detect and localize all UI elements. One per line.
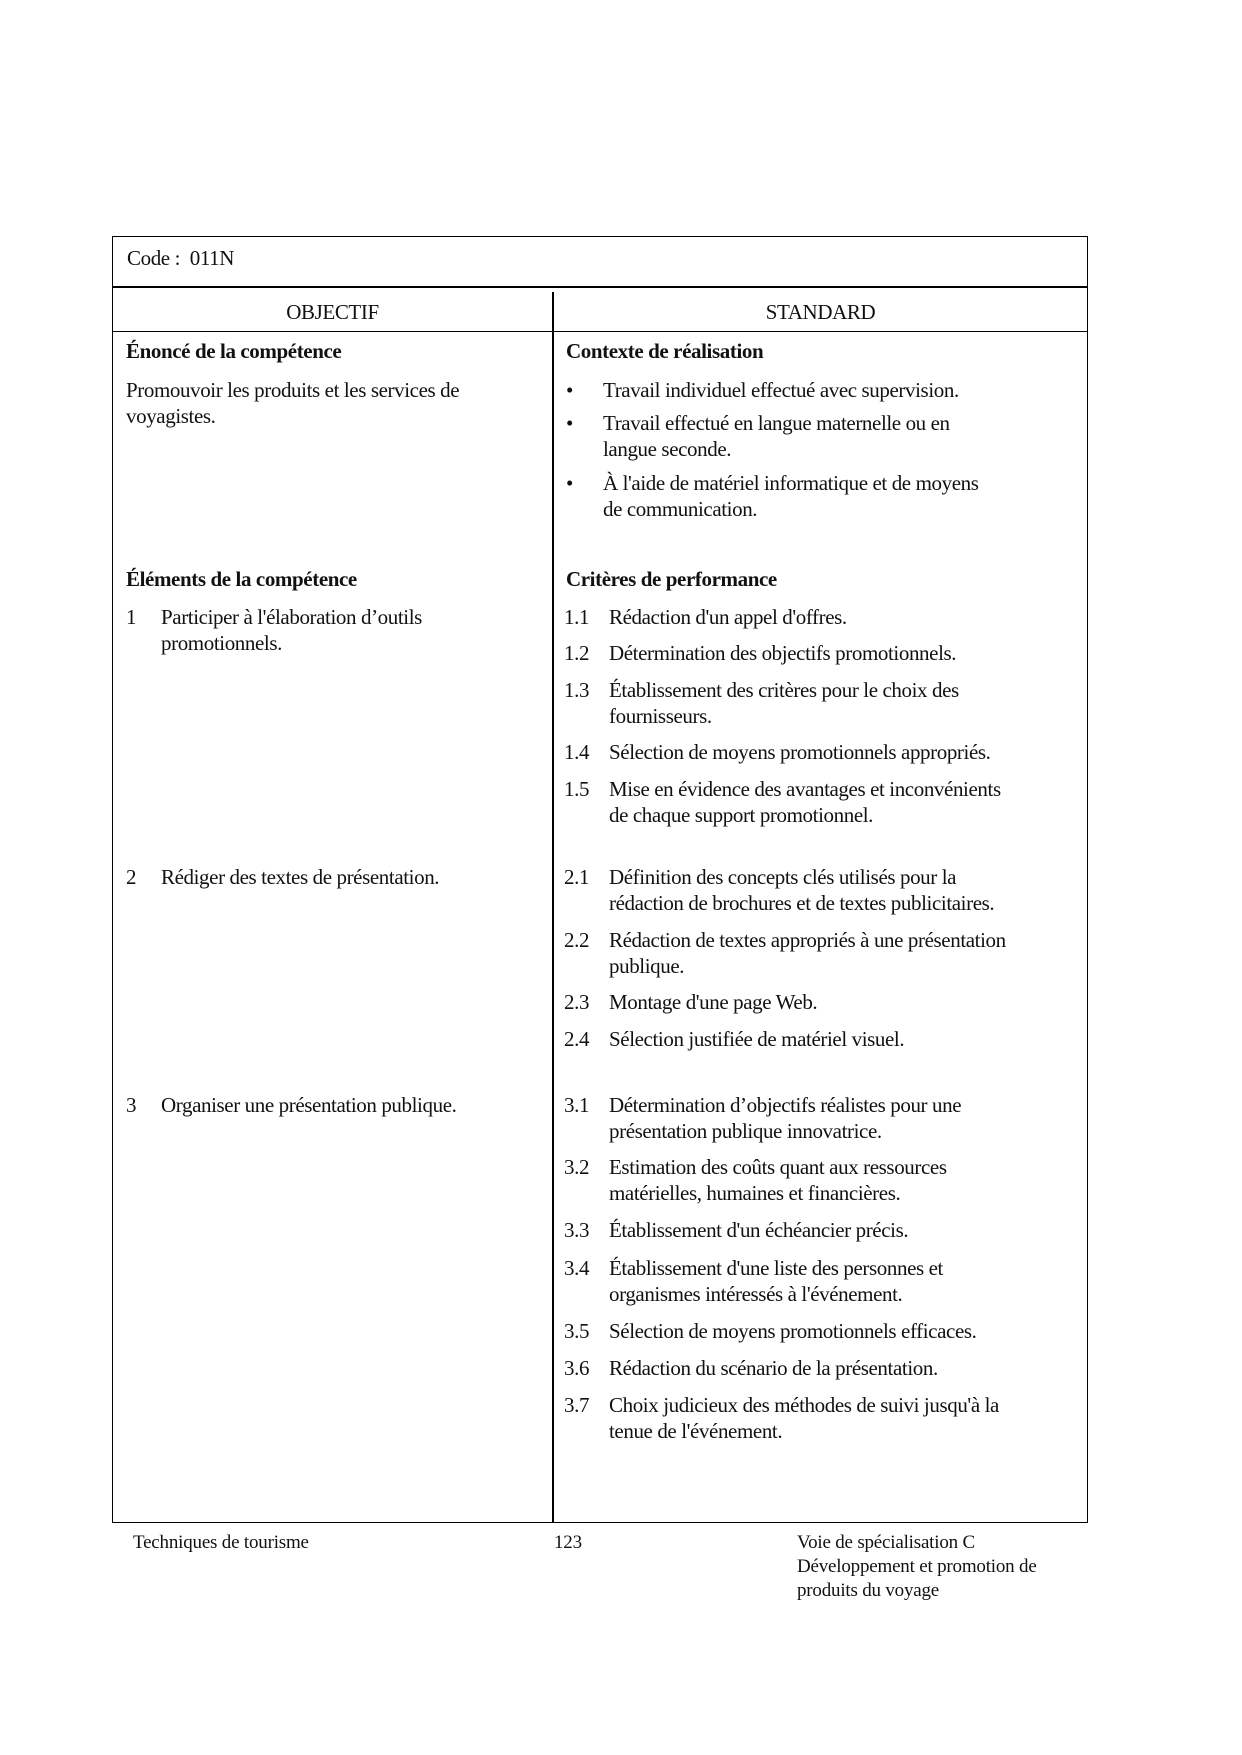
critere-number: 3.5 xyxy=(564,1319,590,1343)
critere-number: 3.1 xyxy=(564,1093,590,1117)
critere-text-line: tenue de l'événement. xyxy=(609,1419,783,1443)
table-content xyxy=(112,236,1088,1523)
critere-text-line: Définition des concepts clés utilisés pour la xyxy=(609,865,957,889)
element-number: 1 xyxy=(126,605,137,629)
critere-number: 3.4 xyxy=(564,1256,590,1280)
element-text-line: Participer à l'élaboration d’outils xyxy=(161,605,422,629)
critere-text-line: Établissement des critères pour le choix des xyxy=(609,678,959,702)
critere-text-line: Détermination d’objectifs réalistes pour une xyxy=(609,1093,962,1117)
critere-text-line: Établissement d'un échéancier précis. xyxy=(609,1218,909,1242)
critere-text-line: Sélection justifiée de matériel visuel. xyxy=(609,1027,905,1051)
element-number: 2 xyxy=(126,865,137,889)
contexte-text-line: À l'aide de matériel informatique et de moyens xyxy=(603,471,979,495)
critere-text-line: présentation publique innovatrice. xyxy=(609,1119,882,1143)
critere-text-line: Rédaction du scénario de la présentation. xyxy=(609,1356,938,1380)
critere-text-line: Mise en évidence des avantages et inconvénients xyxy=(609,777,1001,801)
critere-number: 1.5 xyxy=(564,777,590,801)
element-text-line: promotionnels. xyxy=(161,631,282,655)
page-number: 123 xyxy=(554,1532,582,1553)
critere-number: 3.2 xyxy=(564,1155,590,1179)
footer-specialisation-line: Développement et promotion de xyxy=(797,1556,1037,1577)
elements-title: Éléments de la compétence xyxy=(126,567,357,591)
critere-text-line: Sélection de moyens promotionnels appropriés. xyxy=(609,740,991,764)
bullet-icon: • xyxy=(566,411,573,435)
critere-number: 2.3 xyxy=(564,990,590,1014)
critere-text-line: Établissement d'une liste des personnes et xyxy=(609,1256,943,1280)
contexte-text-line: Travail effectué en langue maternelle ou en xyxy=(603,411,950,435)
critere-number: 1.2 xyxy=(564,641,590,665)
criteres-title: Critères de performance xyxy=(566,567,777,591)
critere-number: 2.4 xyxy=(564,1027,590,1051)
critere-number: 3.7 xyxy=(564,1393,590,1417)
contexte-title: Contexte de réalisation xyxy=(566,339,764,363)
critere-text-line: Rédaction d'un appel d'offres. xyxy=(609,605,847,629)
bullet-icon: • xyxy=(566,378,573,402)
critere-text-line: Rédaction de textes appropriés à une présentation xyxy=(609,928,1006,952)
critere-number: 1.1 xyxy=(564,605,590,629)
critere-text-line: organismes intéressés à l'événement. xyxy=(609,1282,903,1306)
enonce-text-line: voyagistes. xyxy=(126,404,216,428)
element-text-line: Organiser une présentation publique. xyxy=(161,1093,457,1117)
contexte-text-line: de communication. xyxy=(603,497,758,521)
critere-text-line: de chaque support promotionnel. xyxy=(609,803,874,827)
code-label: Code : xyxy=(127,246,181,270)
critere-number: 3.3 xyxy=(564,1218,590,1242)
footer-specialisation xyxy=(797,1531,1117,1603)
code-value: 011N xyxy=(189,246,235,270)
critere-text-line: Choix judicieux des méthodes de suivi jusqu'à la xyxy=(609,1393,999,1417)
critere-text-line: Montage d'une page Web. xyxy=(609,990,818,1014)
footer-specialisation-line: Voie de spécialisation C xyxy=(797,1532,975,1553)
critere-text-line: Sélection de moyens promotionnels efficaces. xyxy=(609,1319,977,1343)
footer-program: Techniques de tourisme xyxy=(133,1532,309,1553)
critere-number: 3.6 xyxy=(564,1356,590,1380)
critere-text-line: publique. xyxy=(609,954,685,978)
enonce-title: Énoncé de la compétence xyxy=(126,339,342,363)
element-text-line: Rédiger des textes de présentation. xyxy=(161,865,440,889)
critere-text-line: Estimation des coûts quant aux ressources xyxy=(609,1155,947,1179)
critere-text-line: fournisseurs. xyxy=(609,704,712,728)
enonce-text-line: Promouvoir les produits et les services de xyxy=(126,378,460,402)
critere-number: 2.2 xyxy=(564,928,590,952)
objectif-header: OBJECTIF xyxy=(286,300,379,324)
contexte-text-line: Travail individuel effectué avec supervision. xyxy=(603,378,959,402)
footer-specialisation-line: produits du voyage xyxy=(797,1580,940,1601)
element-number: 3 xyxy=(126,1093,137,1117)
critere-number: 2.1 xyxy=(564,865,590,889)
standard-header: STANDARD xyxy=(765,300,876,324)
critere-number: 1.4 xyxy=(564,740,590,764)
critere-text-line: matérielles, humaines et financières. xyxy=(609,1181,901,1205)
contexte-text-line: langue seconde. xyxy=(603,437,732,461)
critere-number: 1.3 xyxy=(564,678,590,702)
critere-text-line: rédaction de brochures et de textes publicitaires. xyxy=(609,891,995,915)
critere-text-line: Détermination des objectifs promotionnels. xyxy=(609,641,957,665)
bullet-icon: • xyxy=(566,471,573,495)
